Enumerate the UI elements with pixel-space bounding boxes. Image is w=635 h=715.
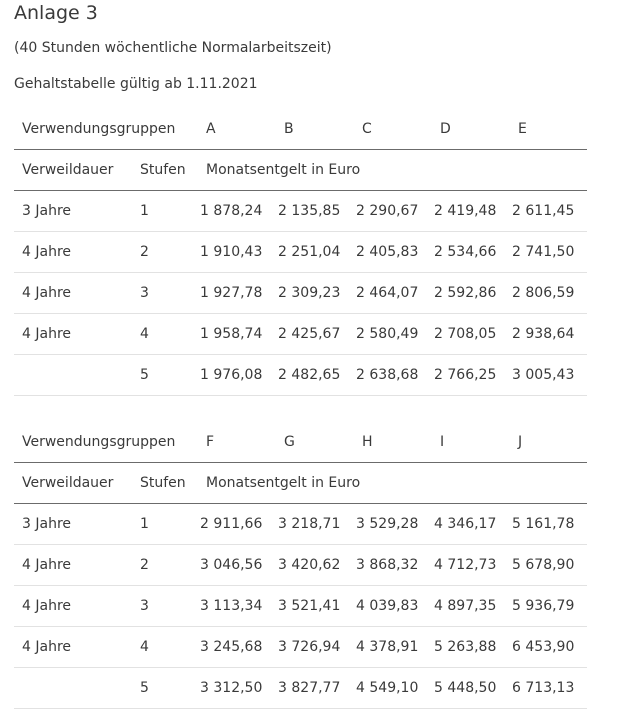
- duration-cell: 4 Jahre: [14, 586, 132, 627]
- table-row: [14, 627, 587, 668]
- salary-cell: 2 806,59: [510, 273, 587, 314]
- salary-cell: 3 005,43: [510, 355, 587, 396]
- salary-cell: 3 113,34: [198, 586, 276, 627]
- salary-cell: 6 453,90: [510, 627, 587, 668]
- table-row: [14, 355, 587, 396]
- salary-cell: 4 897,35: [432, 586, 510, 627]
- group-header: I: [432, 422, 510, 463]
- duration-header: Verweildauer: [14, 150, 132, 191]
- stage-cell: 2: [132, 232, 198, 273]
- stage-header: Stufen: [132, 150, 198, 191]
- salary-cell: 5 263,88: [432, 627, 510, 668]
- salary-cell: 1 958,74: [198, 314, 276, 355]
- stage-cell: 3: [132, 586, 198, 627]
- salary-cell: 2 638,68: [354, 355, 432, 396]
- stage-cell: 5: [132, 668, 198, 709]
- salary-cell: 2 708,05: [432, 314, 510, 355]
- group-header: A: [198, 109, 276, 150]
- salary-cell: 3 046,56: [198, 545, 276, 586]
- stage-cell: 2: [132, 545, 198, 586]
- salary-table-f-j: [14, 422, 587, 709]
- salary-cell: 3 868,32: [354, 545, 432, 586]
- salary-cell: 2 766,25: [432, 355, 510, 396]
- stage-header: Stufen: [132, 463, 198, 504]
- salary-cell: 4 346,17: [432, 504, 510, 545]
- salary-cell: 3 529,28: [354, 504, 432, 545]
- salary-cell: 1 976,08: [198, 355, 276, 396]
- stage-cell: 4: [132, 627, 198, 668]
- salary-cell: 4 712,73: [432, 545, 510, 586]
- group-header: E: [510, 109, 587, 150]
- salary-cell: 2 425,67: [276, 314, 354, 355]
- salary-cell: 1 878,24: [198, 191, 276, 232]
- group-header-row: [14, 109, 587, 150]
- salary-cell: 4 039,83: [354, 586, 432, 627]
- group-header: C: [354, 109, 432, 150]
- salary-cell: 2 911,66: [198, 504, 276, 545]
- duration-cell: [14, 355, 132, 396]
- group-header-row: [14, 422, 587, 463]
- group-header: H: [354, 422, 432, 463]
- salary-cell: 2 464,07: [354, 273, 432, 314]
- table-row: [14, 232, 587, 273]
- stage-cell: 5: [132, 355, 198, 396]
- table-row: [14, 545, 587, 586]
- salary-cell: 5 161,78: [510, 504, 587, 545]
- duration-cell: 4 Jahre: [14, 627, 132, 668]
- duration-cell: 3 Jahre: [14, 504, 132, 545]
- salary-cell: 4 549,10: [354, 668, 432, 709]
- salary-cell: 2 938,64: [510, 314, 587, 355]
- salary-cell: 1 927,78: [198, 273, 276, 314]
- salary-header: Monatsentgelt in Euro: [198, 463, 587, 504]
- salary-cell: 2 482,65: [276, 355, 354, 396]
- group-label: Verwendungsgruppen: [14, 422, 198, 463]
- table-row: [14, 668, 587, 709]
- duration-cell: 4 Jahre: [14, 314, 132, 355]
- salary-cell: 2 290,67: [354, 191, 432, 232]
- working-hours-note: (40 Stunden wöchentliche Normalarbeitszeit): [14, 40, 332, 56]
- table-row: [14, 504, 587, 545]
- group-label: Verwendungsgruppen: [14, 109, 198, 150]
- stage-cell: 1: [132, 504, 198, 545]
- column-header-row: [14, 463, 587, 504]
- salary-cell: 5 936,79: [510, 586, 587, 627]
- column-header-row: [14, 150, 587, 191]
- group-header: D: [432, 109, 510, 150]
- salary-cell: 5 678,90: [510, 545, 587, 586]
- salary-cell: 3 312,50: [198, 668, 276, 709]
- table-row: [14, 586, 587, 627]
- salary-cell: 3 726,94: [276, 627, 354, 668]
- validity-note: Gehaltstabelle gültig ab 1.11.2021: [14, 76, 258, 92]
- salary-cell: 4 378,91: [354, 627, 432, 668]
- duration-cell: [14, 668, 132, 709]
- salary-cell: 2 135,85: [276, 191, 354, 232]
- table-row: [14, 314, 587, 355]
- salary-cell: 2 419,48: [432, 191, 510, 232]
- salary-cell: 2 741,50: [510, 232, 587, 273]
- salary-cell: 2 592,86: [432, 273, 510, 314]
- group-header: F: [198, 422, 276, 463]
- salary-cell: 3 218,71: [276, 504, 354, 545]
- salary-cell: 5 448,50: [432, 668, 510, 709]
- stage-cell: 1: [132, 191, 198, 232]
- salary-cell: 3 245,68: [198, 627, 276, 668]
- salary-cell: 3 521,41: [276, 586, 354, 627]
- salary-cell: 2 309,23: [276, 273, 354, 314]
- salary-cell: 1 910,43: [198, 232, 276, 273]
- table-row: [14, 273, 587, 314]
- group-header: J: [510, 422, 587, 463]
- group-header: B: [276, 109, 354, 150]
- duration-header: Verweildauer: [14, 463, 132, 504]
- salary-table-a-e: [14, 109, 587, 396]
- duration-cell: 4 Jahre: [14, 545, 132, 586]
- salary-cell: 3 420,62: [276, 545, 354, 586]
- stage-cell: 4: [132, 314, 198, 355]
- duration-cell: 4 Jahre: [14, 232, 132, 273]
- salary-cell: 2 251,04: [276, 232, 354, 273]
- salary-cell: 3 827,77: [276, 668, 354, 709]
- salary-cell: 2 534,66: [432, 232, 510, 273]
- duration-cell: 3 Jahre: [14, 191, 132, 232]
- salary-cell: 2 405,83: [354, 232, 432, 273]
- stage-cell: 3: [132, 273, 198, 314]
- group-header: G: [276, 422, 354, 463]
- salary-cell: 2 611,45: [510, 191, 587, 232]
- salary-header: Monatsentgelt in Euro: [198, 150, 587, 191]
- salary-cell: 2 580,49: [354, 314, 432, 355]
- salary-cell: 6 713,13: [510, 668, 587, 709]
- page-title: Anlage 3: [14, 2, 98, 24]
- table-row: [14, 191, 587, 232]
- duration-cell: 4 Jahre: [14, 273, 132, 314]
